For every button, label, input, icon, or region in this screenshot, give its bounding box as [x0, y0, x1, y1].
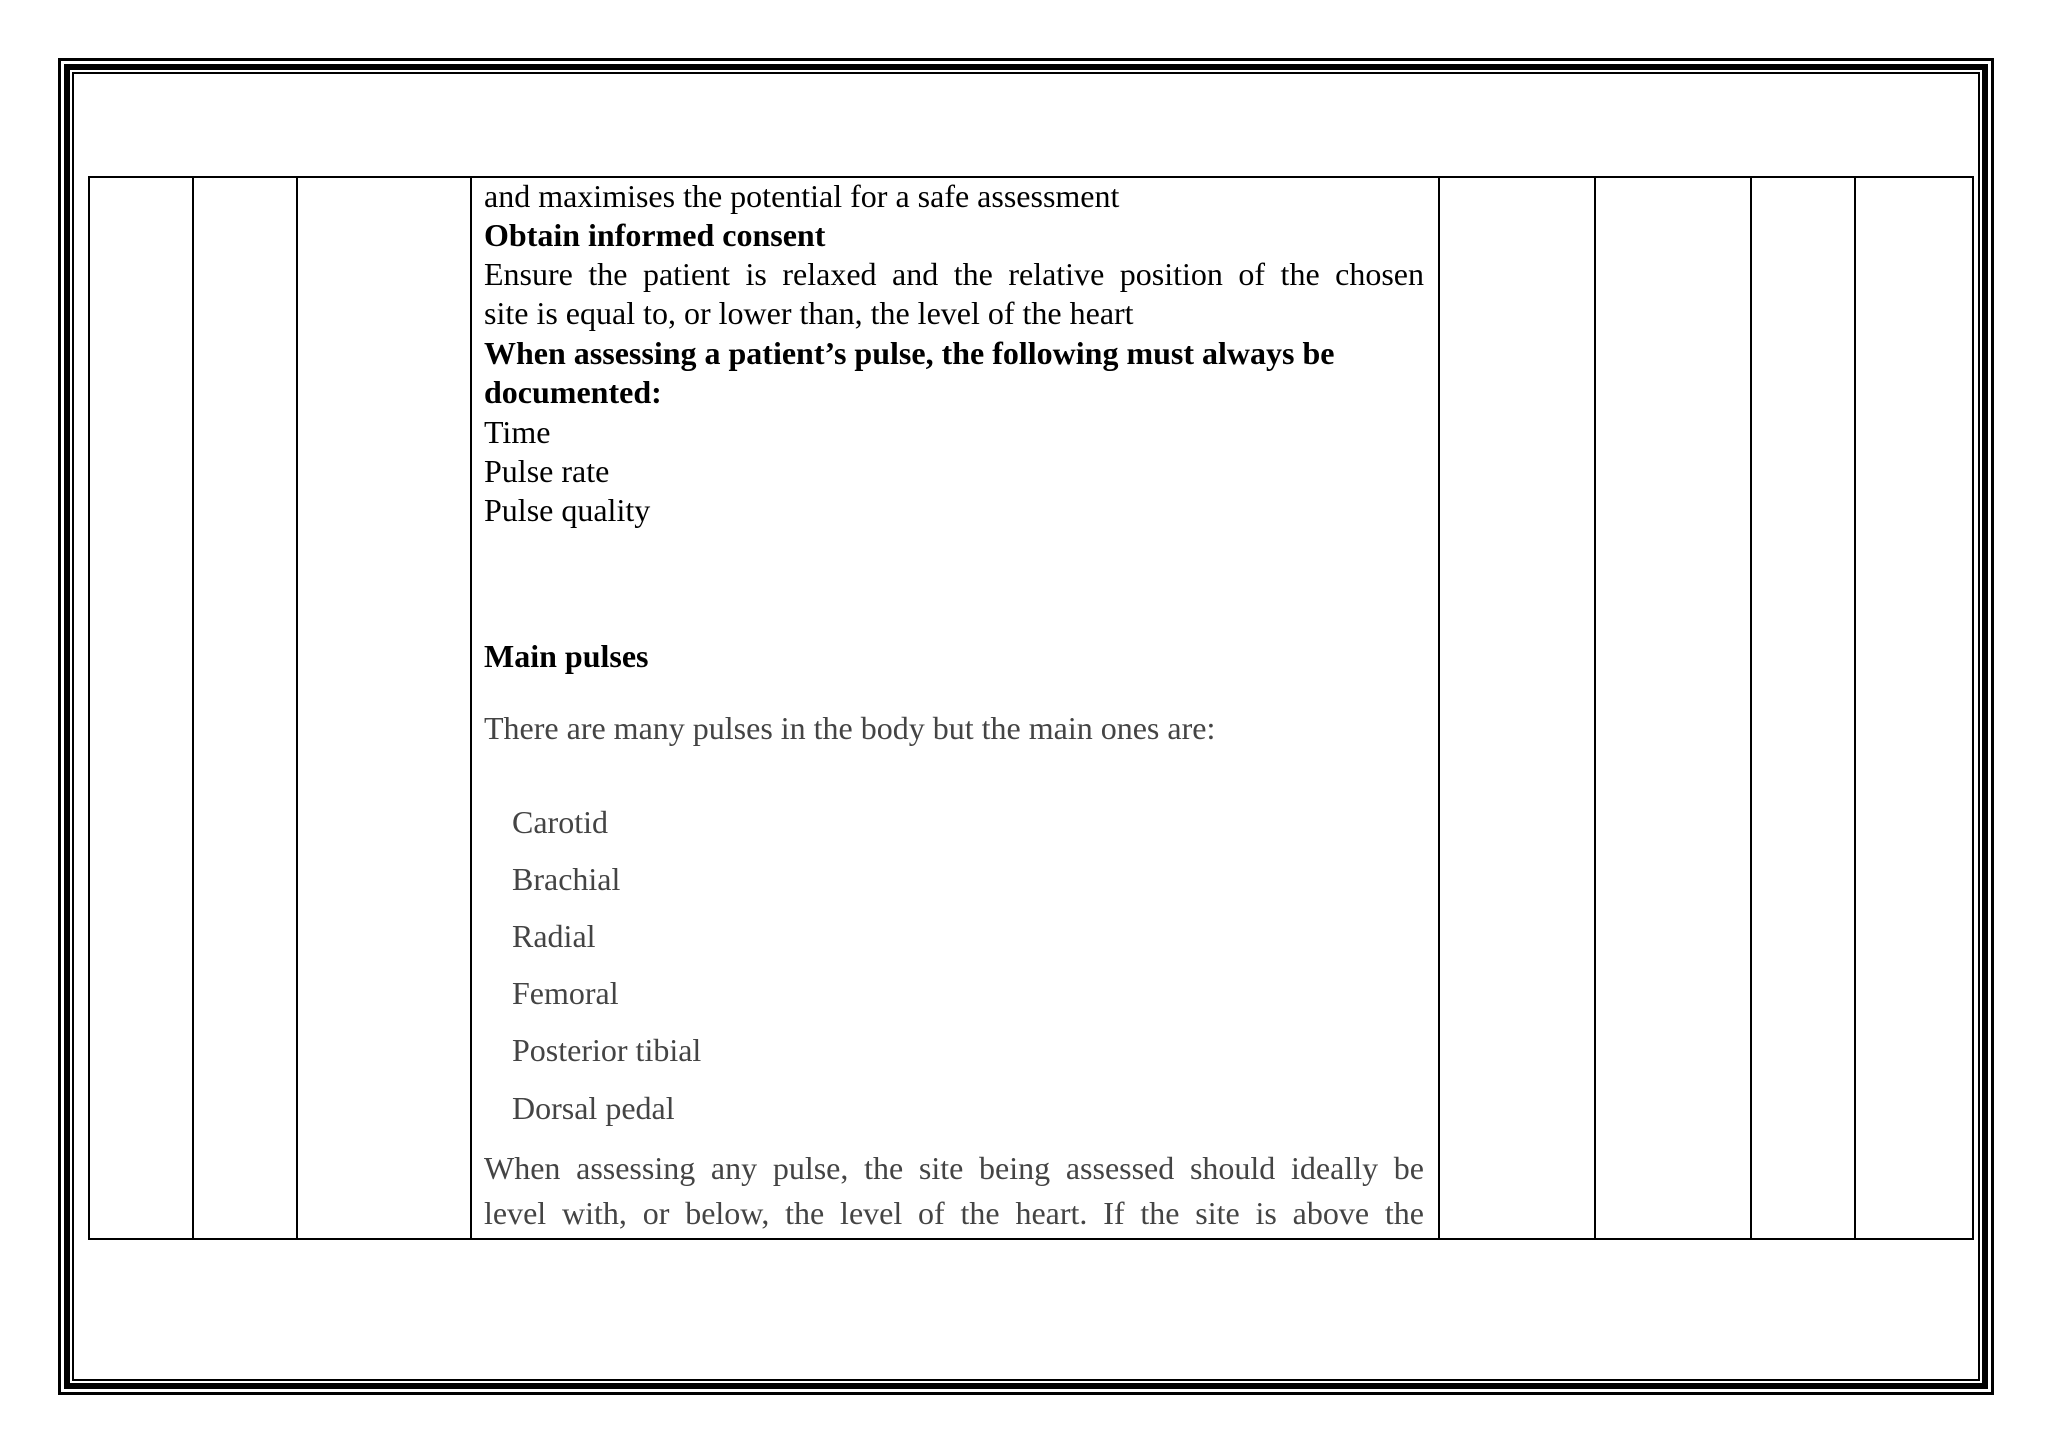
intro-continuation: and maximises the potential for a safe assessment: [484, 178, 1120, 214]
column-divider: [1438, 178, 1440, 1238]
list-item: [484, 916, 1384, 956]
closing-paragraph-line-2: level with, or below, the level of the heart. If the site is above the: [484, 1195, 1424, 1231]
consent-heading: Obtain informed consent: [484, 217, 826, 253]
list-item: [484, 1088, 1384, 1128]
pulse-name: Radial: [512, 918, 596, 954]
main-pulses-intro: There are many pulses in the body but the main ones are:: [484, 710, 1216, 746]
pulse-name: Brachial: [512, 861, 621, 897]
column-divider: [192, 178, 194, 1238]
column-divider: [1750, 178, 1752, 1238]
procedure-content-cell: [484, 176, 1424, 1240]
main-pulses-heading: Main pulses: [484, 638, 649, 674]
documented-item: Pulse rate: [484, 453, 610, 489]
column-divider: [1854, 178, 1856, 1238]
list-item: [484, 859, 1384, 899]
position-instruction-line-2: site is equal to, or lower than, the level of the heart: [484, 295, 1134, 331]
documented-item: Time: [484, 414, 551, 450]
pulse-name: Posterior tibial: [512, 1032, 702, 1068]
pulse-list: [484, 802, 1424, 1126]
column-divider: [1594, 178, 1596, 1238]
position-instruction-line-1: Ensure the patient is relaxed and the relative position of the chosen: [484, 256, 1424, 292]
documentation-heading-line-1: When assessing a patient’s pulse, the following must always be: [484, 335, 1335, 371]
pulse-name: Carotid: [512, 804, 608, 840]
pulse-name: Dorsal pedal: [512, 1090, 675, 1126]
documentation-heading-line-2: documented:: [484, 374, 662, 410]
column-divider: [296, 178, 298, 1238]
column-divider: [470, 178, 472, 1238]
list-item: [484, 1030, 1384, 1070]
pulse-name: Femoral: [512, 975, 619, 1011]
documented-item: Pulse quality: [484, 492, 651, 528]
list-item: [484, 973, 1384, 1013]
closing-paragraph-line-1: When assessing any pulse, the site being assessed should ideally be: [484, 1150, 1424, 1186]
list-item: [484, 802, 1384, 842]
